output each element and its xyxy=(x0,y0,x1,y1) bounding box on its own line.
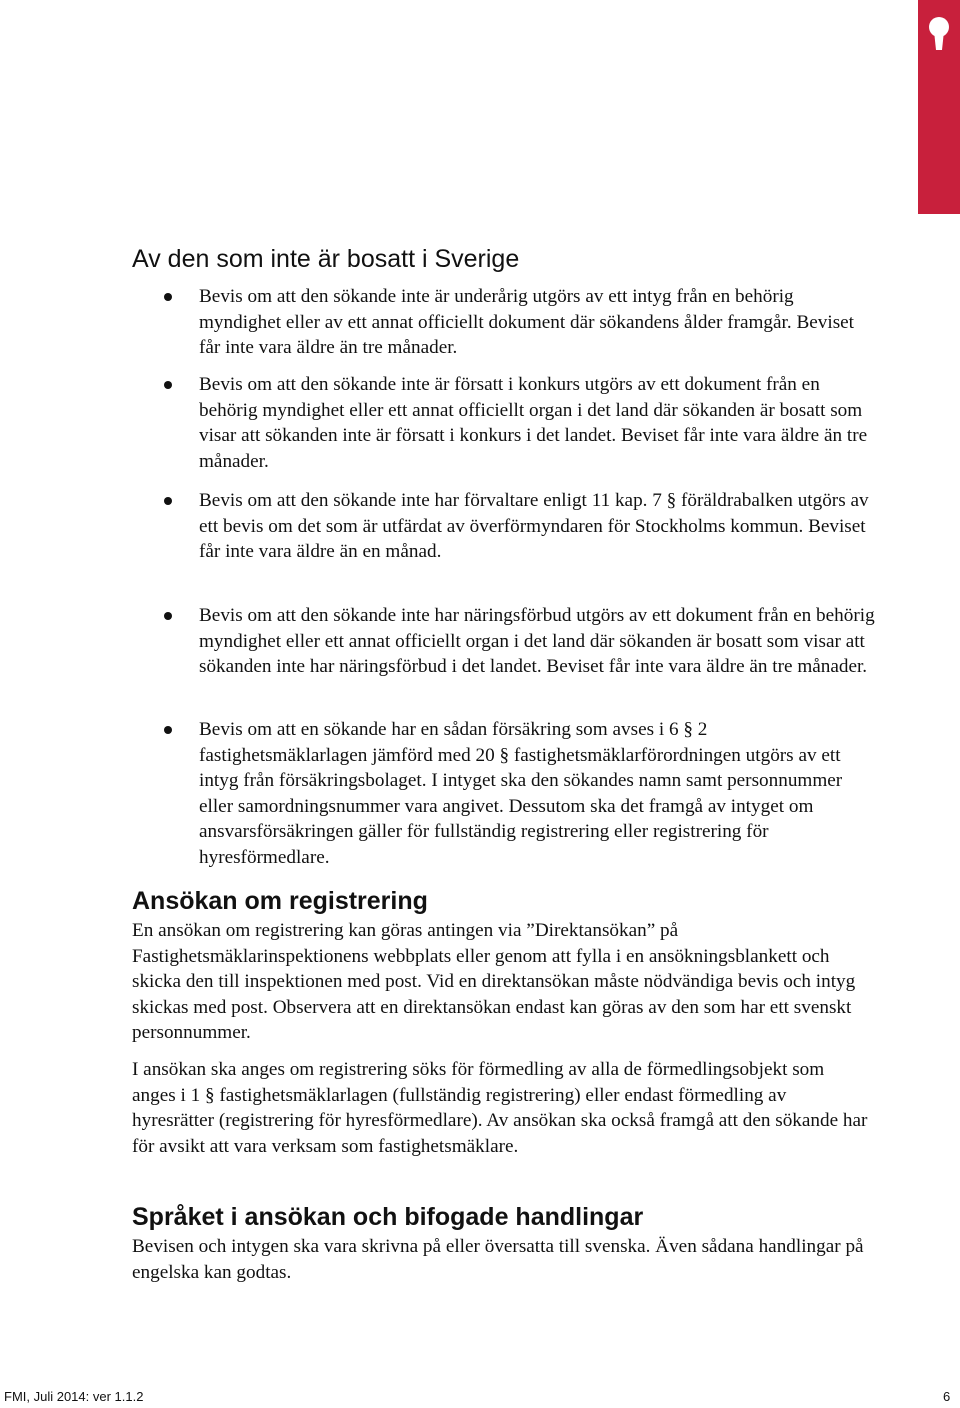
bullet-icon xyxy=(164,381,172,389)
list-item-text: Bevis om att den sökande inte har förvaltare enligt 11 kap. 7 § föräldrabalken utgörs av ett bevis om det som är utfärdat av överförmyndaren för Stockholms kommun. Beviset får inte vara äldre än en månad. xyxy=(199,490,869,562)
list-item xyxy=(199,717,879,870)
keyhole-icon xyxy=(926,16,952,52)
list-item-text: Bevis om att den sökande inte har näringsförbud utgörs av ett dokument från en behörig myndighet eller ett annat officiellt organ i det land där sökanden är bosatt som visar att sökanden inte har näringsförbud i det landet. Beviset får inte vara äldre än tre månader. xyxy=(199,605,875,677)
bullet-icon xyxy=(164,293,172,301)
bullet-icon xyxy=(164,497,172,505)
bullet-icon xyxy=(164,726,172,734)
section-heading-application: Ansökan om registrering xyxy=(132,887,428,915)
section-heading-language: Språket i ansökan och bifogade handlingar xyxy=(132,1203,644,1231)
list-item-text: Bevis om att en sökande har en sådan försäkring som avses i 6 § 2 fastighetsmäklarlagen jämförd med 20 § fastighetsmäklarförordningen utgörs av ett intyg från försäkringsbolaget. I intyget ska den sökandes namn samt personnummer eller samordningsnummer vara angivet. Dessutom ska det framgå av intyget om ansvarsförsäkringen gäller för fullständig registrering eller registrering för hyresförmedlare. xyxy=(199,719,843,868)
list-item xyxy=(199,488,879,565)
section-heading-non-residents: Av den som inte är bosatt i Sverige xyxy=(132,245,520,273)
list-item-text: Bevis om att den sökande inte är försatt i konkurs utgörs av ett dokument från en behörig myndighet eller ett annat officiellt organ i det land där sökanden är bosatt som visar att sökanden inte är försatt i konkurs i det landet. Beviset får inte vara äldre än tre månader. xyxy=(199,374,868,472)
list-item xyxy=(199,284,879,361)
paragraph: I ansökan ska anges om registrering söks för förmedling av alla de förmedlingsobjekt som anges i 1 § fastighetsmäklarlagen (fullständig registrering) eller endast förmedling av hyresrätter (registrering för hyresförmedlare). Av ansökan ska också framgå att den sökande har för avsikt att vara verksam som fastighetsmäklare. xyxy=(132,1059,868,1157)
paragraph: En ansökan om registrering kan göras antingen via ”Direktansökan” på Fastighetsmäklarinspektionens webbplats eller genom att fylla i en ansökningsblankett och skicka den till inspektionen med post. Vid en direktansökan måste nödvändiga bevis och intyg skickas med post. Observera att en direktansökan endast kan göras av den som har ett svenskt personnummer. xyxy=(132,920,856,1043)
list-item xyxy=(199,372,879,474)
list-item-text: Bevis om att den sökande inte är underårig utgörs av ett intyg från en behörig myndighet eller av ett annat officiellt dokument där sökandens ålder framgår. Beviset får inte vara äldre än tre månader. xyxy=(199,286,855,358)
footer-version: FMI, Juli 2014: ver 1.1.2 xyxy=(4,1389,144,1404)
logo-tab xyxy=(918,0,960,214)
bullet-icon xyxy=(164,612,172,620)
page-number: 6 xyxy=(943,1389,951,1404)
paragraph: Bevisen och intygen ska vara skrivna på eller översatta till svenska. Även sådana handlingar på engelska kan godtas. xyxy=(132,1236,864,1283)
list-item xyxy=(199,603,879,680)
